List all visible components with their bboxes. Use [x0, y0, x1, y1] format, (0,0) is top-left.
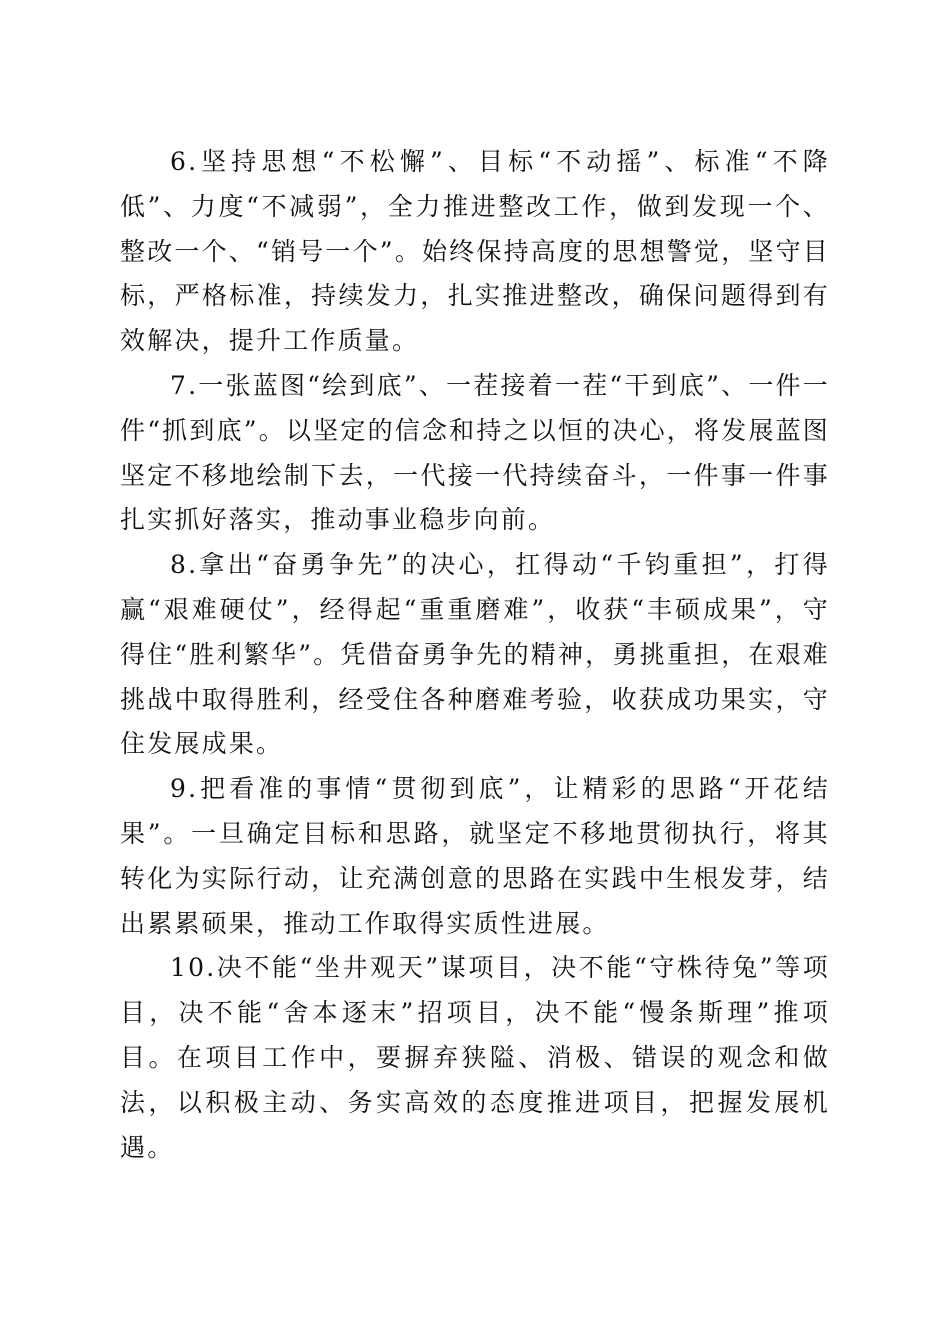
paragraph-item-10: 10.决不能“坐井观天”谋项目，决不能“守株待兔”等项目，决不能“舍本逐末”招项目，决不能“慢条斯理”推项目。在项目工作中，要摒弃狭隘、消极、错误的观念和做法，以积极主动、务实高效的态度推进项目，把握发展机遇。 — [120, 953, 830, 1162]
paragraph-item-8: 8.拿出“奋勇争先”的决心，扛得动“千钧重担”，打得赢“艰难硬仗”，经得起“重重磨难”，收获“丰硕成果”，守得住“胜利繁华”。凭借奋勇争先的精神，勇挑重担，在艰难挑战中取得胜利，经受住各种磨难考验，收获成功果实，守住发展成果。 — [120, 550, 830, 759]
document-body — [120, 140, 830, 1170]
paragraph-item-7: 7.一张蓝图“绘到底”、一茬接着一茬“干到底”、一件一件“抓到底”。以坚定的信念和持之以恒的决心，将发展蓝图坚定不移地绘制下去，一代接一代持续奋斗，一件事一件事扎实抓好落实，推动事业稳步向前。 — [120, 370, 830, 535]
paragraph-item-6: 6.坚持思想“不松懈”、目标“不动摇”、标准“不降低”、力度“不减弱”，全力推进整改工作，做到发现一个、整改一个、“销号一个”。始终保持高度的思想警觉，坚守目标，严格标准，持续发力，扎实推进整改，确保问题得到有效解决，提升工作质量。 — [120, 147, 830, 356]
paragraph-item-9: 9.把看准的事情“贯彻到底”，让精彩的思路“开花结果”。一旦确定目标和思路，就坚定不移地贯彻执行，将其转化为实际行动，让充满创意的思路在实践中生根发芽，结出累累硕果，推动工作取得实质性进展。 — [120, 774, 830, 938]
